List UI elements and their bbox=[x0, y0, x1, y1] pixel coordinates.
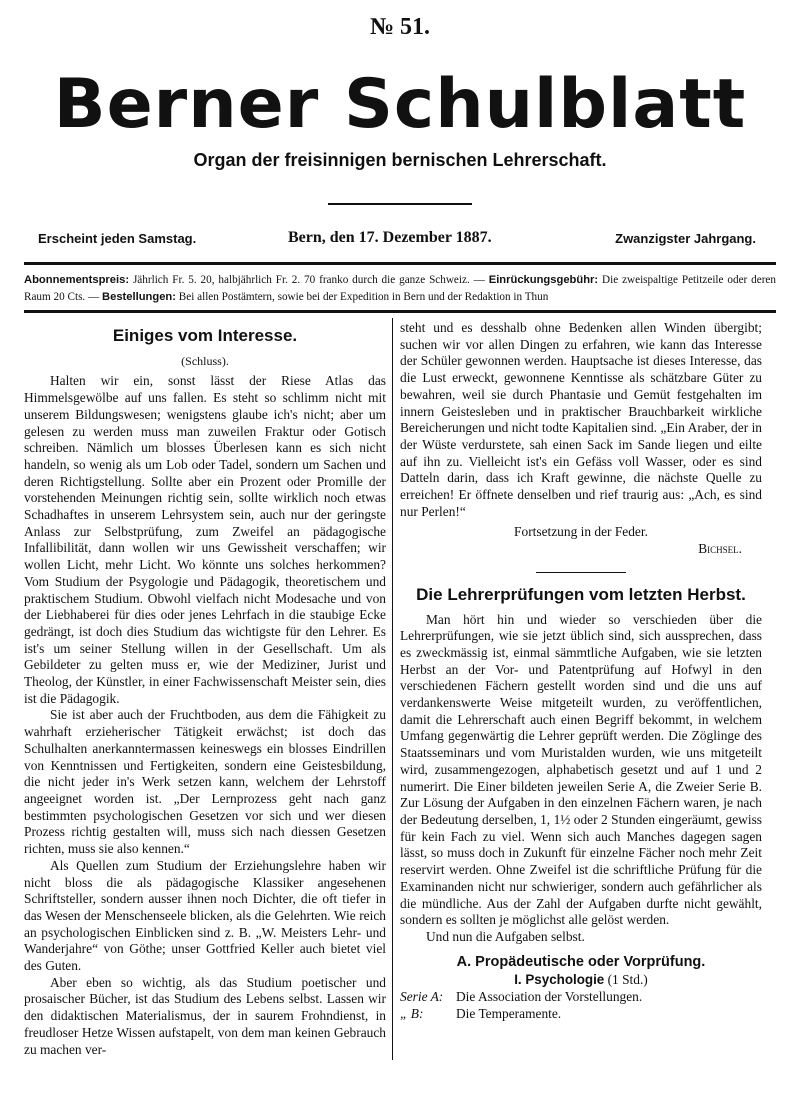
article-title: Einiges vom Interesse. bbox=[112, 326, 298, 345]
subsection-heading bbox=[400, 972, 762, 989]
article-paragraph: Und nun die Aufgaben selbst. bbox=[426, 928, 585, 944]
article-paragraph: Man hört hin und wieder so verschieden über die Lehrerprüfungen, wie sie jetzt üblich sind, sich aussprechen, dass es zweckmässig ist, einmal sämmtliche Aufgaben, wie sie letzten Herbst an der Vor- und Patentprüfung auf Hofwyl in den verschiedenen Fächern gestellt worden sind und die uns auf verdankenswerte Weise mitgeteilt wurden, zu veröffentlichen, damit die Lehrerschaft auch einen Begriff bekommt, in welchem Umfang gegenwärtig die Lehrer geprüft werden. Die Zöglinge des Staatsseminars und vom Muristalden wurden, wie uns mitgeteilt wird, zusammengezogen, alphabetisch gesetzt und auf 1 und 2 numerirt. Die Einer bildeten jeweilen Serie A, die Zweier Serie B. Zur Lösung der Aufgaben in den einzelnen Fächern waren, je nach der Bedeutung derselben, 1, 1½ oder 2 Stunden eingeräumt, gewiss für kein Fach zu viel. Wenn sich auch Manches dagegen sagen lässt, so muss doch in Zukunft für einzelne Fächer noch mehr Zeit reservirt werden. Ohne Zweifel ist die schriftliche Prüfung für die Examinanden nicht nur schwieriger, sondern auch gefährlicher als die mündliche. Aus der Zahl der Aufgaben durfte nicht gewählt, sondern es sollten je möglichst alle gelöst werden. bbox=[400, 611, 762, 928]
serie-b-label: „ B: bbox=[400, 1005, 424, 1021]
notice-label-subscription: Abonnementspreis: bbox=[24, 274, 130, 286]
subsection-hours: (1 Std.) bbox=[604, 972, 648, 988]
article-author: Bichsel. bbox=[698, 541, 742, 557]
newspaper-subtitle: Organ der freisinnigen bernischen Lehrerschaft. bbox=[193, 150, 607, 170]
column-divider bbox=[392, 318, 393, 1060]
publication-frequency: Erscheint jeden Samstag. bbox=[38, 231, 197, 246]
notice-text-orders: Bei allen Postämtern, sowie bei der Expedition in Bern und der Redaktion in Thun bbox=[176, 291, 549, 303]
notice-text-ad-fee: Die zweispaltige Petitzeile oder deren Raum 20 Cts. — bbox=[24, 274, 776, 303]
publication-info-line bbox=[38, 229, 756, 251]
column-right bbox=[400, 320, 762, 1022]
title-divider bbox=[328, 203, 472, 205]
notice-text-subscription: Jährlich Fr. 5. 20, halbjährlich Fr. 2. 70 franko durch die ganze Schweiz. — bbox=[129, 274, 489, 286]
article-separator bbox=[536, 572, 626, 573]
issue-date: Bern, den 17. Dezember 1887. bbox=[288, 229, 492, 246]
article-paragraph: steht und es desshalb ohne Bedenken allen Winden übergibt; suchen wir vor allen Dingen zu erfahren, wie kann das Interesse der Schüler gewonnen werden. Hauptsache ist dieses Interesse, das die Lust erweckt, gewonnene Kenntisse als schätzbare Güter zu bewahren, weil sie durch Phantasie und Gemüt festgehalten im innern Geistesleben und in praktischer Brauchbarkeit wirkliche Bereicherungen und nicht todte Kapitalien sind. „Ein Araber, der in der Wüste verdurstete, sah einen Sack im Sande liegen und eilte auf ihn zu. Vielleicht ist's ein Gefäss voll Wasser, oder es sind Datteln darin, dass ich Kraft gewinne, die nächste Quelle zu erreichen! Er öffnete denselben und rief traurig aus: „Ach, es sind nur Perlen!“ bbox=[400, 320, 762, 519]
volume-year: Zwanzigster Jahrgang. bbox=[615, 231, 756, 246]
issue-number: № 51. bbox=[369, 14, 431, 40]
article-note: (Schluss). bbox=[181, 353, 229, 368]
continuation-note: Fortsetzung in der Feder. bbox=[514, 524, 648, 540]
article-paragraph: Halten wir ein, sonst lässt der Riese Atlas das Himmelsgewölbe auf uns fallen. Es steht so schlimm nicht mit unserem Bildungswesen; wenigstens glaube ich's nicht; aber um gelesen zu werden muss man zuweilen Fraktur oder Gotisch schreiben. Nämlich um blosses Überlesen kann es sich nicht handeln, so wenig als um Lob oder Tadel, sondern um Sachen und deren Richtigstellung. Sollte aber ein Prozent oder Promille der vorstehenden Meinungen richtig sein, sollte wirklich noch etwas Schadhaftes in unserem Lehrsystem sein, auch nur der geringste Anlass zur Selbstprüfung, zum Zweifel an pädagogische Infallibilität, dann wollen wir uns Gewissheit verschaffen; wir wollen Licht, mehr Licht. Wo könnte uns solches herkommen? Vom Studium der Psygologie und Pädagogik, theoretischem und praktischem Studium. Obwohl vielfach nicht Modesache und von der Liebhaberei für dies oder jenes Lehrfach in die staubige Ecke gedrängt, ist doch dies Studium das wichtigste für den Lehrer. Es ist's um seiner Stellung willen in der Gesellschaft. Um als Gebildeter zu gelten muss er, wie der Mediziner, Jurist und Theolog, der Künstler, in einer Fachwissenschaft Meister sein, dies ist die Pädagogik. bbox=[24, 373, 386, 706]
article-paragraph: Sie ist aber auch der Fruchtboden, aus dem die Fähigkeit zu wahrhaft erzieherischer Tätigkeit erwächst; ist doch das Schulhalten anerkanntermassen keineswegs ein blosses Eindrillen von Kenntnissen und Fertigkeiten, sondern eine Geistesbildung, die nicht jeder in's Werk setzen kann, welchem der Lehrstoff angeeignet worden ist. „Der Lernprozess geht nach ganz bestimmten psychologischen Gesetzen vor sich und wer diesen Prozess richtig gestalten will, muss sich nach diessen Gesetzen richten, muss sie also kennen.“ bbox=[24, 707, 386, 857]
section-heading: A. Propädeutische oder Vorprüfung. bbox=[456, 953, 706, 970]
newspaper-title: Berner Schulblatt bbox=[53, 65, 747, 144]
article-paragraph: Als Quellen zum Studium der Erziehungslehre haben wir nicht bloss die als pädagogische Klassiker angesehenen Schriftsteller, sondern ausser ihnen noch Dichter, die oft tiefer in das Wesen der Menschenseele blicken, als die Gelehrten. Wie reich an psychologischen Einblicken sind z. B. „W. Meisters Lehr- und Wanderjahre“ von Göthe; unser Gottfried Keller auch bietet viel des Guten. bbox=[24, 857, 386, 974]
serie-b-text: Die Temperamente. bbox=[456, 1005, 562, 1021]
article-paragraph: Aber eben so wichtig, als das Studium poetischer und prosaischer Bücher, ist das Studium des Lebens selbst. Lassen wir den didaktischen Materialismus, der in saurem Frohndienst, in freudloser Hetze Wissen aufstapelt, von dem man keinen Gebrauch zu machen ver- bbox=[24, 974, 386, 1057]
serie-a-row bbox=[400, 989, 762, 1006]
notice-label-orders: Bestellungen: bbox=[102, 291, 176, 303]
header-rule-bottom bbox=[24, 310, 776, 313]
subscription-notice bbox=[24, 272, 776, 306]
serie-a-text: Die Association der Vorstellungen. bbox=[456, 989, 643, 1005]
serie-a-label: Serie A: bbox=[400, 989, 444, 1005]
header-rule-top bbox=[24, 262, 776, 265]
subsection-title: I. Psychologie bbox=[514, 972, 605, 988]
column-left bbox=[24, 320, 386, 1058]
article-title: Die Lehrerprüfungen vom letzten Herbst. bbox=[416, 584, 746, 604]
serie-b-row bbox=[400, 1006, 762, 1023]
notice-label-ad-fee: Einrückungsgebühr: bbox=[488, 274, 599, 286]
